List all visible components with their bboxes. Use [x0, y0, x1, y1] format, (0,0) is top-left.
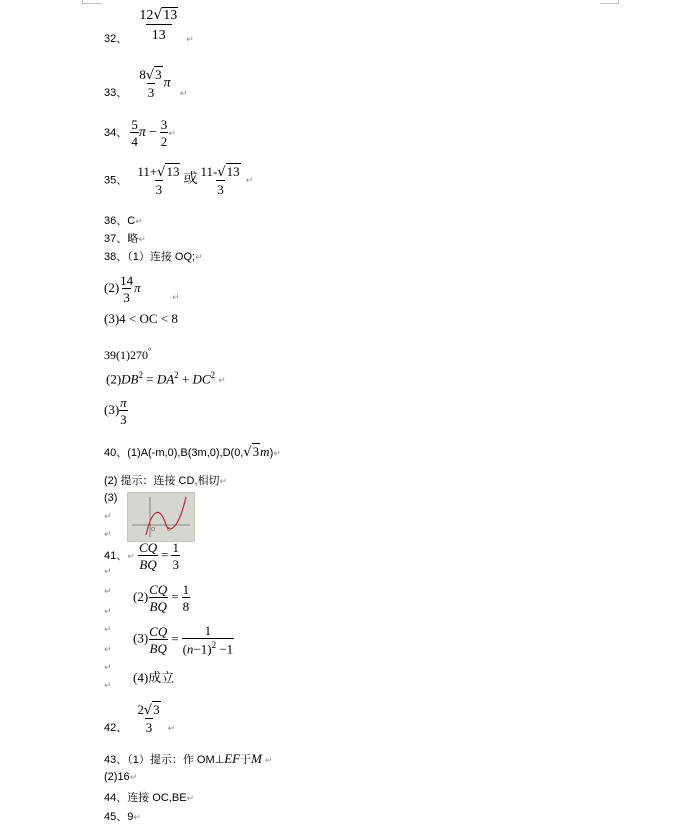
denominator: 3 — [155, 182, 163, 197]
equals-sign: = — [143, 371, 157, 387]
q45-answer: 9 — [127, 811, 134, 823]
paragraph-mark: ↵ — [104, 607, 112, 617]
part-label: (3) — [133, 630, 149, 646]
separator: 、 — [116, 174, 128, 187]
numerator: 5 — [131, 117, 138, 132]
plus-sign: + — [178, 371, 193, 387]
paragraph-mark: ↵ — [129, 773, 138, 783]
paren-open: ( — [182, 641, 187, 657]
paragraph-mark: ↵ — [104, 567, 112, 577]
q36-number: 36 — [104, 215, 117, 227]
point-c-label: C — [167, 527, 171, 533]
q33-number: 33 — [104, 87, 117, 100]
paragraph-mark: ↵ — [218, 376, 226, 387]
q45-row — [104, 808, 141, 824]
q41-part3 — [133, 624, 234, 655]
q39-row — [104, 346, 152, 363]
denominator: 8 — [182, 599, 190, 614]
minus-one: −1 — [216, 641, 234, 657]
q43-number: 43 — [104, 754, 117, 766]
q33-numerator: 8 — [139, 67, 146, 82]
square-exponent: 2 — [174, 370, 179, 380]
separator: 、 — [116, 754, 128, 766]
paragraph-mark: ↵ — [104, 530, 112, 540]
separator: 、 — [116, 33, 128, 46]
q32-answer-fraction — [138, 8, 179, 43]
q35-number: 35 — [104, 174, 117, 187]
separator: 、 — [116, 447, 128, 459]
paragraph-mark: ↵ — [104, 681, 112, 691]
q36-row — [104, 212, 143, 228]
paragraph-mark: ↵ — [264, 756, 273, 766]
q39-part3 — [104, 396, 128, 426]
variable-n: n — [186, 641, 194, 657]
q43-part2-text: (2)16 — [104, 771, 130, 783]
degree-sign: ° — [148, 346, 152, 356]
denominator: 2 — [160, 134, 168, 149]
separator: 、 — [116, 549, 128, 562]
separator: 、 — [116, 233, 128, 245]
separator: 、 — [116, 792, 128, 804]
q32-numerator: 12 — [139, 8, 154, 23]
close-paren: ) — [269, 447, 274, 459]
q33-answer-fraction: $\frac{8√3}{3}$ — [139, 67, 162, 100]
page-corner-mark-left — [82, 0, 101, 4]
q43-part1: （1）提示：作 OM⊥ — [127, 754, 225, 766]
q33-radicand: 3 — [155, 67, 162, 82]
separator: 、 — [116, 722, 128, 735]
separator: 、 — [116, 215, 128, 227]
minus-one-paren: −1) — [193, 641, 212, 657]
q34-number: 34 — [104, 126, 117, 139]
q38-fraction — [119, 274, 134, 304]
paragraph-mark: ↵ — [133, 813, 141, 823]
denominator: 4 — [131, 134, 138, 149]
q40-part1: (1)A(-m,0),B(3m,0),D(0, — [127, 447, 244, 459]
paragraph-mark: ↵ — [186, 35, 194, 46]
denominator: 3 — [123, 290, 130, 305]
q33-row — [104, 68, 187, 99]
paragraph-mark: ↵ — [179, 89, 188, 100]
square-exponent: 2 — [138, 370, 144, 380]
q44-number: 44 — [104, 792, 117, 804]
cq-over-bq — [138, 541, 158, 571]
numerator: 3 — [160, 117, 168, 132]
q44-row — [104, 789, 194, 805]
q40-part2-text: (2) 提示：连接 CD,相切 — [104, 475, 220, 487]
q32-radicand: 13 — [163, 8, 178, 23]
q42-answer-fraction: $\frac{2√3}{3}$ — [137, 702, 160, 735]
graph-sketch-icon — [128, 493, 194, 541]
q43-part2 — [104, 771, 137, 783]
radicand: 13 — [166, 164, 180, 179]
paragraph-mark: ↵ — [167, 724, 176, 735]
part-label: (2) — [104, 279, 120, 295]
q41-part2 — [133, 583, 190, 613]
q37-answer: 略 — [127, 233, 139, 245]
equals-sign: = — [171, 630, 179, 646]
numerator: 11- — [200, 164, 218, 179]
q41-row — [104, 541, 180, 571]
q40-part2 — [104, 472, 227, 488]
q39-number: 39 — [104, 348, 116, 362]
origin-label: O — [151, 527, 155, 533]
denominator: BQ — [139, 557, 157, 572]
paragraph-mark: ↵ — [273, 449, 281, 459]
separator: 、 — [116, 811, 128, 823]
q40-part3-label: (3) — [104, 492, 118, 504]
numerator: 1 — [182, 582, 190, 597]
cq-over-bq — [148, 625, 168, 655]
paragraph-mark: ↵ — [104, 625, 112, 635]
separator: 、 — [116, 126, 128, 139]
q40-graph-photo — [127, 492, 195, 542]
q43-row — [104, 751, 273, 767]
q41-part1-value — [171, 541, 180, 571]
square-exponent: 2 — [210, 370, 216, 380]
paragraph-mark: ↵ — [104, 512, 112, 522]
paragraph-mark: ↵ — [171, 292, 180, 303]
yu-text: 于 — [240, 754, 252, 766]
numerator: CQ — [149, 623, 168, 639]
paragraph-mark: ↵ — [104, 587, 112, 597]
q38-number: 38 — [104, 251, 117, 263]
numerator: CQ — [149, 582, 168, 597]
q33-denominator: 3 — [147, 85, 155, 100]
q32-denominator: 13 — [146, 24, 172, 43]
q39-part2 — [106, 370, 226, 387]
numerator: π — [120, 395, 127, 410]
paragraph-mark: ↵ — [219, 477, 228, 487]
segment-ef: EF — [224, 751, 241, 766]
equals-sign: = — [171, 588, 179, 604]
paragraph-mark: ↵ — [138, 235, 146, 245]
pi-symbol: π — [134, 279, 141, 295]
q42-row — [104, 703, 175, 734]
or-text: 或 — [183, 172, 198, 188]
part-label: (2) — [133, 588, 149, 604]
part-label: (3) — [104, 401, 120, 417]
separator: 、 — [116, 251, 128, 263]
q34-row — [104, 118, 176, 148]
q39-fraction — [119, 396, 128, 426]
numerator: CQ — [139, 540, 158, 555]
paragraph-mark: ↵ — [168, 128, 176, 139]
q45-number: 45 — [104, 811, 117, 823]
q32-row — [104, 7, 194, 46]
paragraph-mark: ↵ — [127, 551, 135, 562]
q36-answer: C — [127, 215, 136, 227]
denominator: 3 — [217, 182, 224, 197]
numerator: 1 — [172, 540, 179, 555]
q44-answer: 连接 OC,BE — [127, 792, 187, 804]
q42-number: 42 — [104, 722, 117, 735]
q35-row — [104, 165, 253, 196]
q34-fraction-1 — [130, 118, 139, 148]
pi-symbol: π — [138, 124, 146, 140]
radicand: 3 — [252, 444, 260, 459]
segment-dc: DC — [192, 371, 211, 387]
q34-fraction-2 — [160, 118, 169, 148]
q37-number: 37 — [104, 233, 117, 245]
paragraph-mark: ↵ — [104, 645, 112, 655]
q40-row: 40、(1)A(-m,0),B(3m,0),D(0,√3m)↵ — [104, 444, 281, 460]
denominator: BQ — [149, 599, 167, 614]
q38-row — [104, 248, 203, 264]
q41-part4: (4)成立 — [133, 670, 175, 685]
denominator: 3 — [172, 557, 179, 572]
numerator: 14 — [120, 273, 134, 288]
segment-da: DA — [156, 371, 175, 387]
paragraph-mark: ↵ — [104, 663, 112, 673]
q40-number: 40 — [104, 447, 117, 459]
paragraph-mark: ↵ — [135, 217, 143, 227]
numerator: 1 — [204, 623, 212, 638]
q38-part1: （1）连接 OQ; — [127, 251, 196, 263]
numerator: 2 — [137, 702, 144, 717]
square-exponent: 2 — [211, 640, 217, 650]
q39-part1: (1)270 — [116, 348, 148, 362]
denominator: 3 — [145, 720, 153, 735]
pi-symbol: π — [163, 75, 171, 91]
segment-db: DB — [121, 371, 139, 387]
paragraph-mark: ↵ — [195, 253, 203, 263]
radicand: 13 — [226, 164, 240, 179]
q35-fraction-a: $\frac{11+√13}{3}$ — [137, 164, 180, 197]
q32-number: 32 — [104, 33, 117, 46]
paragraph-mark: ↵ — [186, 794, 195, 804]
paragraph-mark: ↵ — [245, 176, 254, 187]
sqrt-symbol: √ — [153, 7, 163, 23]
variable-m: m — [260, 444, 270, 459]
q38-part2 — [104, 274, 179, 304]
q37-row — [104, 230, 146, 246]
point-m: M — [251, 751, 262, 766]
cq-over-bq — [148, 583, 168, 613]
q35-fraction-b: $\frac{11-√13}{3}$ — [200, 164, 240, 197]
denominator: BQ — [149, 640, 167, 656]
q41-number: 41 — [104, 549, 117, 562]
denominator: 3 — [120, 412, 127, 427]
part-label: (2) — [106, 371, 122, 387]
separator: 、 — [116, 87, 128, 100]
minus-sign: − — [148, 124, 157, 140]
radicand: 3 — [153, 702, 160, 717]
q41-part3-value — [182, 624, 235, 655]
q41-part2-value — [182, 583, 191, 613]
numerator: 11+ — [137, 164, 158, 179]
page-corner-mark-right — [600, 0, 619, 4]
equals-sign: = — [161, 546, 169, 562]
q38-part3: (3)4 < OC < 8 — [104, 311, 178, 326]
